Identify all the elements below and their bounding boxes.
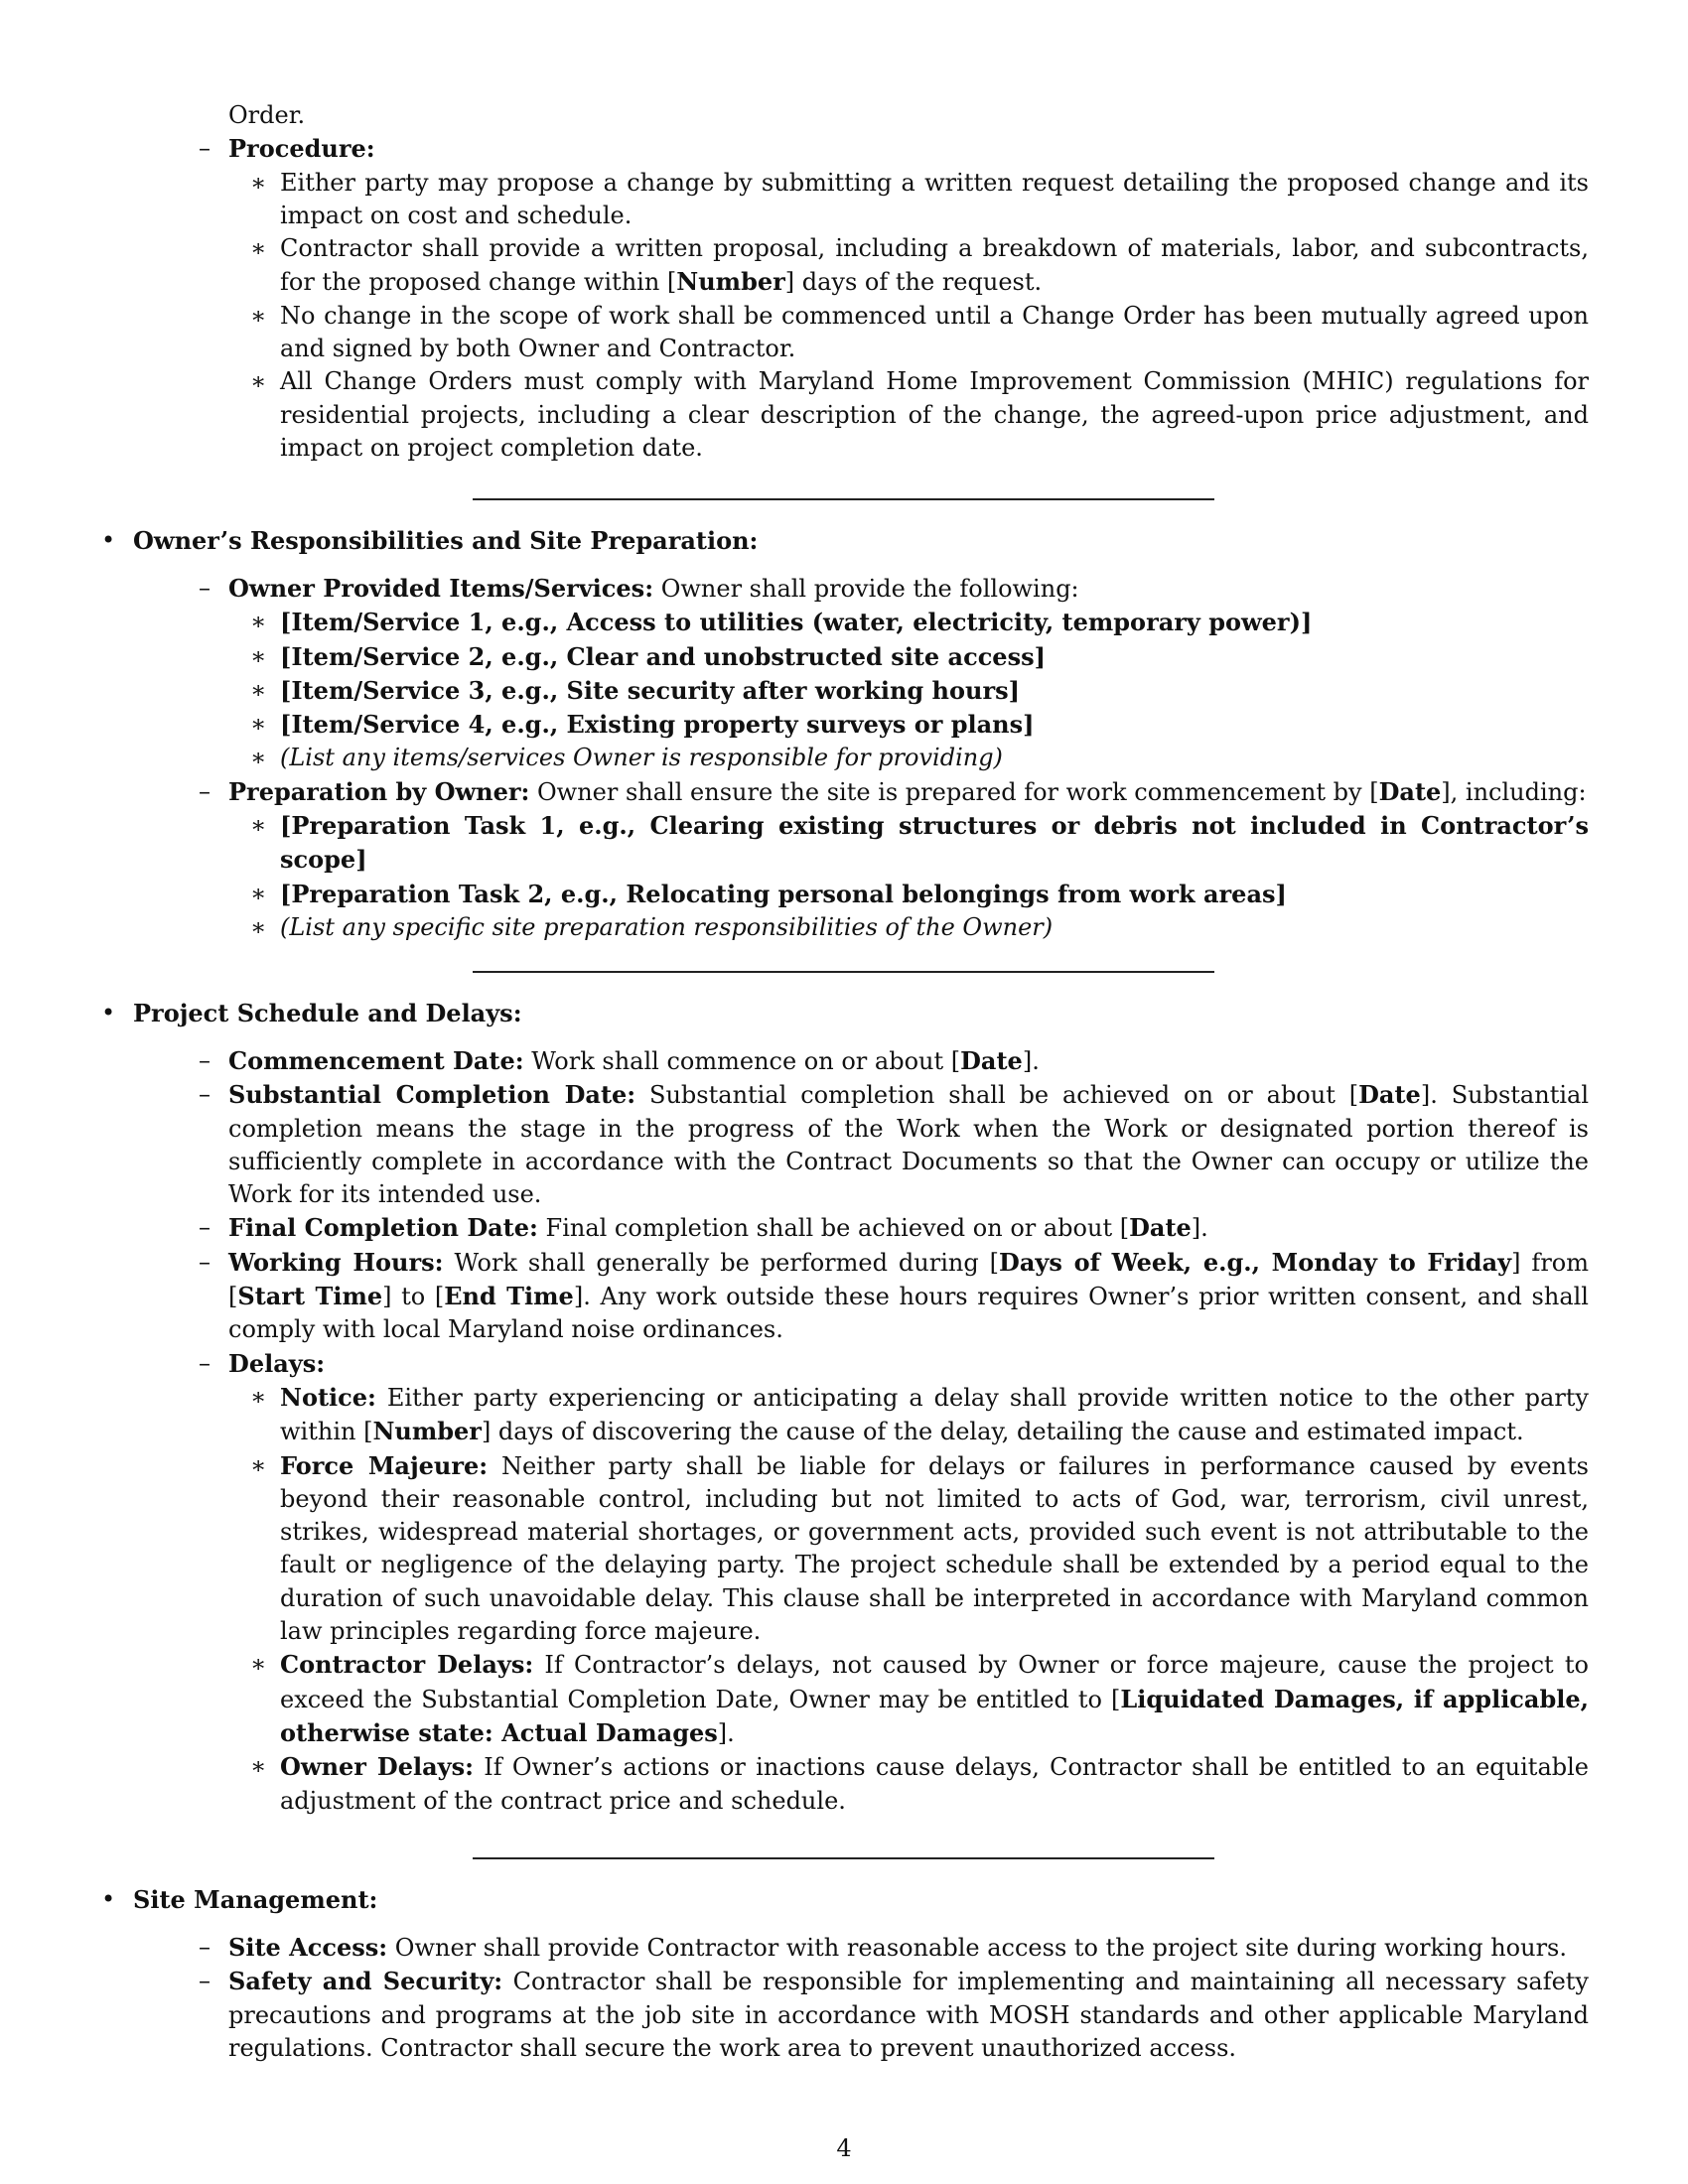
owner-section-list <box>199 572 1589 944</box>
working-hours-item: – Working Hours: Work shall generally be performed during [Days of Week, e.g., Monday to Friday] from [Start Time] to [End Time]. Any work outside these hours requires Owner’s prior written consent, and shall comply with local Maryland noise ordinances. <box>199 1246 1589 1347</box>
delay-owner: ∗ Owner Delays: If Owner’s actions or inactions cause delays, Contractor shall be entitled to an equitable adjustment of the contract price and schedule. <box>228 1750 1589 1818</box>
procedure-step: ∗ Contractor shall provide a written proposal, including a breakdown of materials, labor, and subcontracts, for the proposed change within [Number] days of the request. <box>228 232 1589 300</box>
prep-task: ∗ [Preparation Task 1, e.g., Clearing existing structures or debris not included in Contractor’s scope] <box>228 809 1589 878</box>
site-section-list <box>199 1931 1589 2065</box>
final-completion-item: – Final Completion Date: Final completion shall be achieved on or about [Date]. <box>199 1211 1589 1245</box>
prep-note: ∗ (List any specific site preparation responsibilities of the Owner) <box>228 911 1589 944</box>
section-divider <box>473 1857 1214 1859</box>
procedure-label: Procedure: <box>228 134 375 164</box>
procedure-step: ∗ Either party may propose a change by submitting a written request detailing the proposed change and its impact on cost and schedule. <box>228 167 1589 233</box>
commencement-date-item: – Commencement Date: Work shall commence on or about [Date]. <box>199 1044 1589 1078</box>
page-number: 4 <box>836 2134 852 2162</box>
procedure-step: ∗ All Change Orders must comply with Maryland Home Improvement Commission (MHIC) regulations for residential projects, including a clear description of the change, the agreed-upon price adjustment, and impact on project completion date. <box>228 365 1589 465</box>
owner-prep-label: Preparation by Owner: <box>228 776 530 806</box>
site-section-title: • Site Management: <box>133 1883 377 1916</box>
delays-item: – Delays: ∗ Notice: Either party experiencing or anticipating a delay shall provide written notice to the other party within [Number] days of discovering the cause of the delay, detailing the cause and estimated impact. ∗ Force Majeure: Neither party shall be liable for delays or failures in performance caused by events beyond their reasonable control, including but not limited to acts of God, war, terrorism, civil unrest, strikes, widespread material shortages, or government acts, provided such event is not attributable to the fault or negligence of the delaying party. The project schedule shall be extended by a period equal to the duration of such unavoidable delay. This clause shall be interpreted in accordance with Maryland common law principles regarding force majeure. ∗ Contractor Delays: If Contractor’s delays, not caused by Owner or force majeure, cause the project to exceed the Substantial Completion Date, Owner may be entitled to [Liquidated Damages, if applicable, otherwise state: Actual Damages]. ∗ Owner Delays: If Owner’s actions or inactions cause delays, Contractor shall be entitled to an equitable adjustment of the contract price and schedule. <box>199 1347 1589 1818</box>
provided-service: ∗ [Item/Service 1, e.g., Access to utilities (water, electricity, temporary power)] <box>228 606 1589 639</box>
procedure-item <box>199 132 1589 465</box>
site-access-item: – Site Access: Owner shall provide Contractor with reasonable access to the project site during working hours. <box>199 1931 1589 1965</box>
delay-contractor: ∗ Contractor Delays: If Contractor’s delays, not caused by Owner or force majeure, cause the project to exceed the Substantial Completion Date, Owner may be entitled to [Liquidated Damages, if applicable, otherwise state: Actual Damages]. <box>228 1648 1589 1750</box>
section-divider <box>473 971 1214 973</box>
intro-tail: Order. <box>228 101 306 129</box>
schedule-section-title: • Project Schedule and Delays: <box>133 997 522 1029</box>
provided-service: ∗ [Item/Service 4, e.g., Existing property surveys or plans] <box>228 708 1589 742</box>
owner-preparation-item: – Preparation by Owner: Owner shall ensure the site is prepared for work commencement by [Date], including: ∗ [Preparation Task 1, e.g., Clearing existing structures or debris not included in Contractor’s scope] ∗ [Preparation Task 2, e.g., Relocating personal belongings from work areas] ∗ (List any specific site preparation responsibilities of the Owner) <box>199 775 1589 944</box>
procedure-step: ∗ No change in the scope of work shall be commenced until a Change Order has been mutually agreed upon and signed by both Owner and Contractor. <box>228 300 1589 366</box>
substantial-completion-item: – Substantial Completion Date: Substantial completion shall be achieved on or about [Date]. Substantial completion means the stage in the progress of the Work when the Work or designated portion thereof is sufficiently complete in accordance with the Contract Documents so that the Owner can occupy or utilize the Work for its intended use. <box>199 1078 1589 1211</box>
delay-notice: ∗ Notice: Either party experiencing or anticipating a delay shall provide written notice to the other party within [Number] days of discovering the cause of the delay, detailing the cause and estimated impact. <box>228 1381 1589 1449</box>
provided-service: ∗ [Item/Service 2, e.g., Clear and unobstructed site access] <box>228 640 1589 674</box>
schedule-section-list <box>199 1044 1589 1818</box>
delay-force-majeure: ∗ Force Majeure: Neither party shall be liable for delays or failures in performance caused by events beyond their reasonable control, including but not limited to acts of God, war, terrorism, civil unrest, strikes, widespread material shortages, or government acts, provided such event is not attributable to the fault or negligence of the delaying party. The project schedule shall be extended by a period equal to the duration of such unavoidable delay. This clause shall be interpreted in accordance with Maryland common law principles regarding force majeure. <box>228 1449 1589 1649</box>
prep-task: ∗ [Preparation Task 2, e.g., Relocating personal belongings from work areas] <box>228 878 1589 911</box>
owner-provided-label: Owner Provided Items/Services: <box>228 574 654 603</box>
procedure-block <box>199 99 1589 465</box>
section-divider <box>473 498 1214 500</box>
owner-provided-item: – Owner Provided Items/Services: Owner shall provide the following: ∗ [Item/Service 1, e.g., Access to utilities (water, electricity, temporary power)] ∗ [Item/Service 2, e.g., Clear and unobstructed site access] ∗ [Item/Service 3, e.g., Site security after working hours] ∗ [Item/Service 4, e.g., Existing property surveys or plans] ∗ (List any items/services Owner is responsible for providing) <box>199 572 1589 775</box>
provided-note: ∗ (List any items/services Owner is responsible for providing) <box>228 742 1589 774</box>
owner-section-title: • Owner’s Responsibilities and Site Preparation: <box>133 524 758 557</box>
safety-security-item: – Safety and Security: Contractor shall be responsible for implementing and maintaining all necessary safety precautions and programs at the job site in accordance with MOSH standards and other applicable Maryland regulations. Contractor shall secure the work area to prevent unauthorized access. <box>199 1965 1589 2065</box>
provided-service: ∗ [Item/Service 3, e.g., Site security after working hours] <box>228 674 1589 708</box>
